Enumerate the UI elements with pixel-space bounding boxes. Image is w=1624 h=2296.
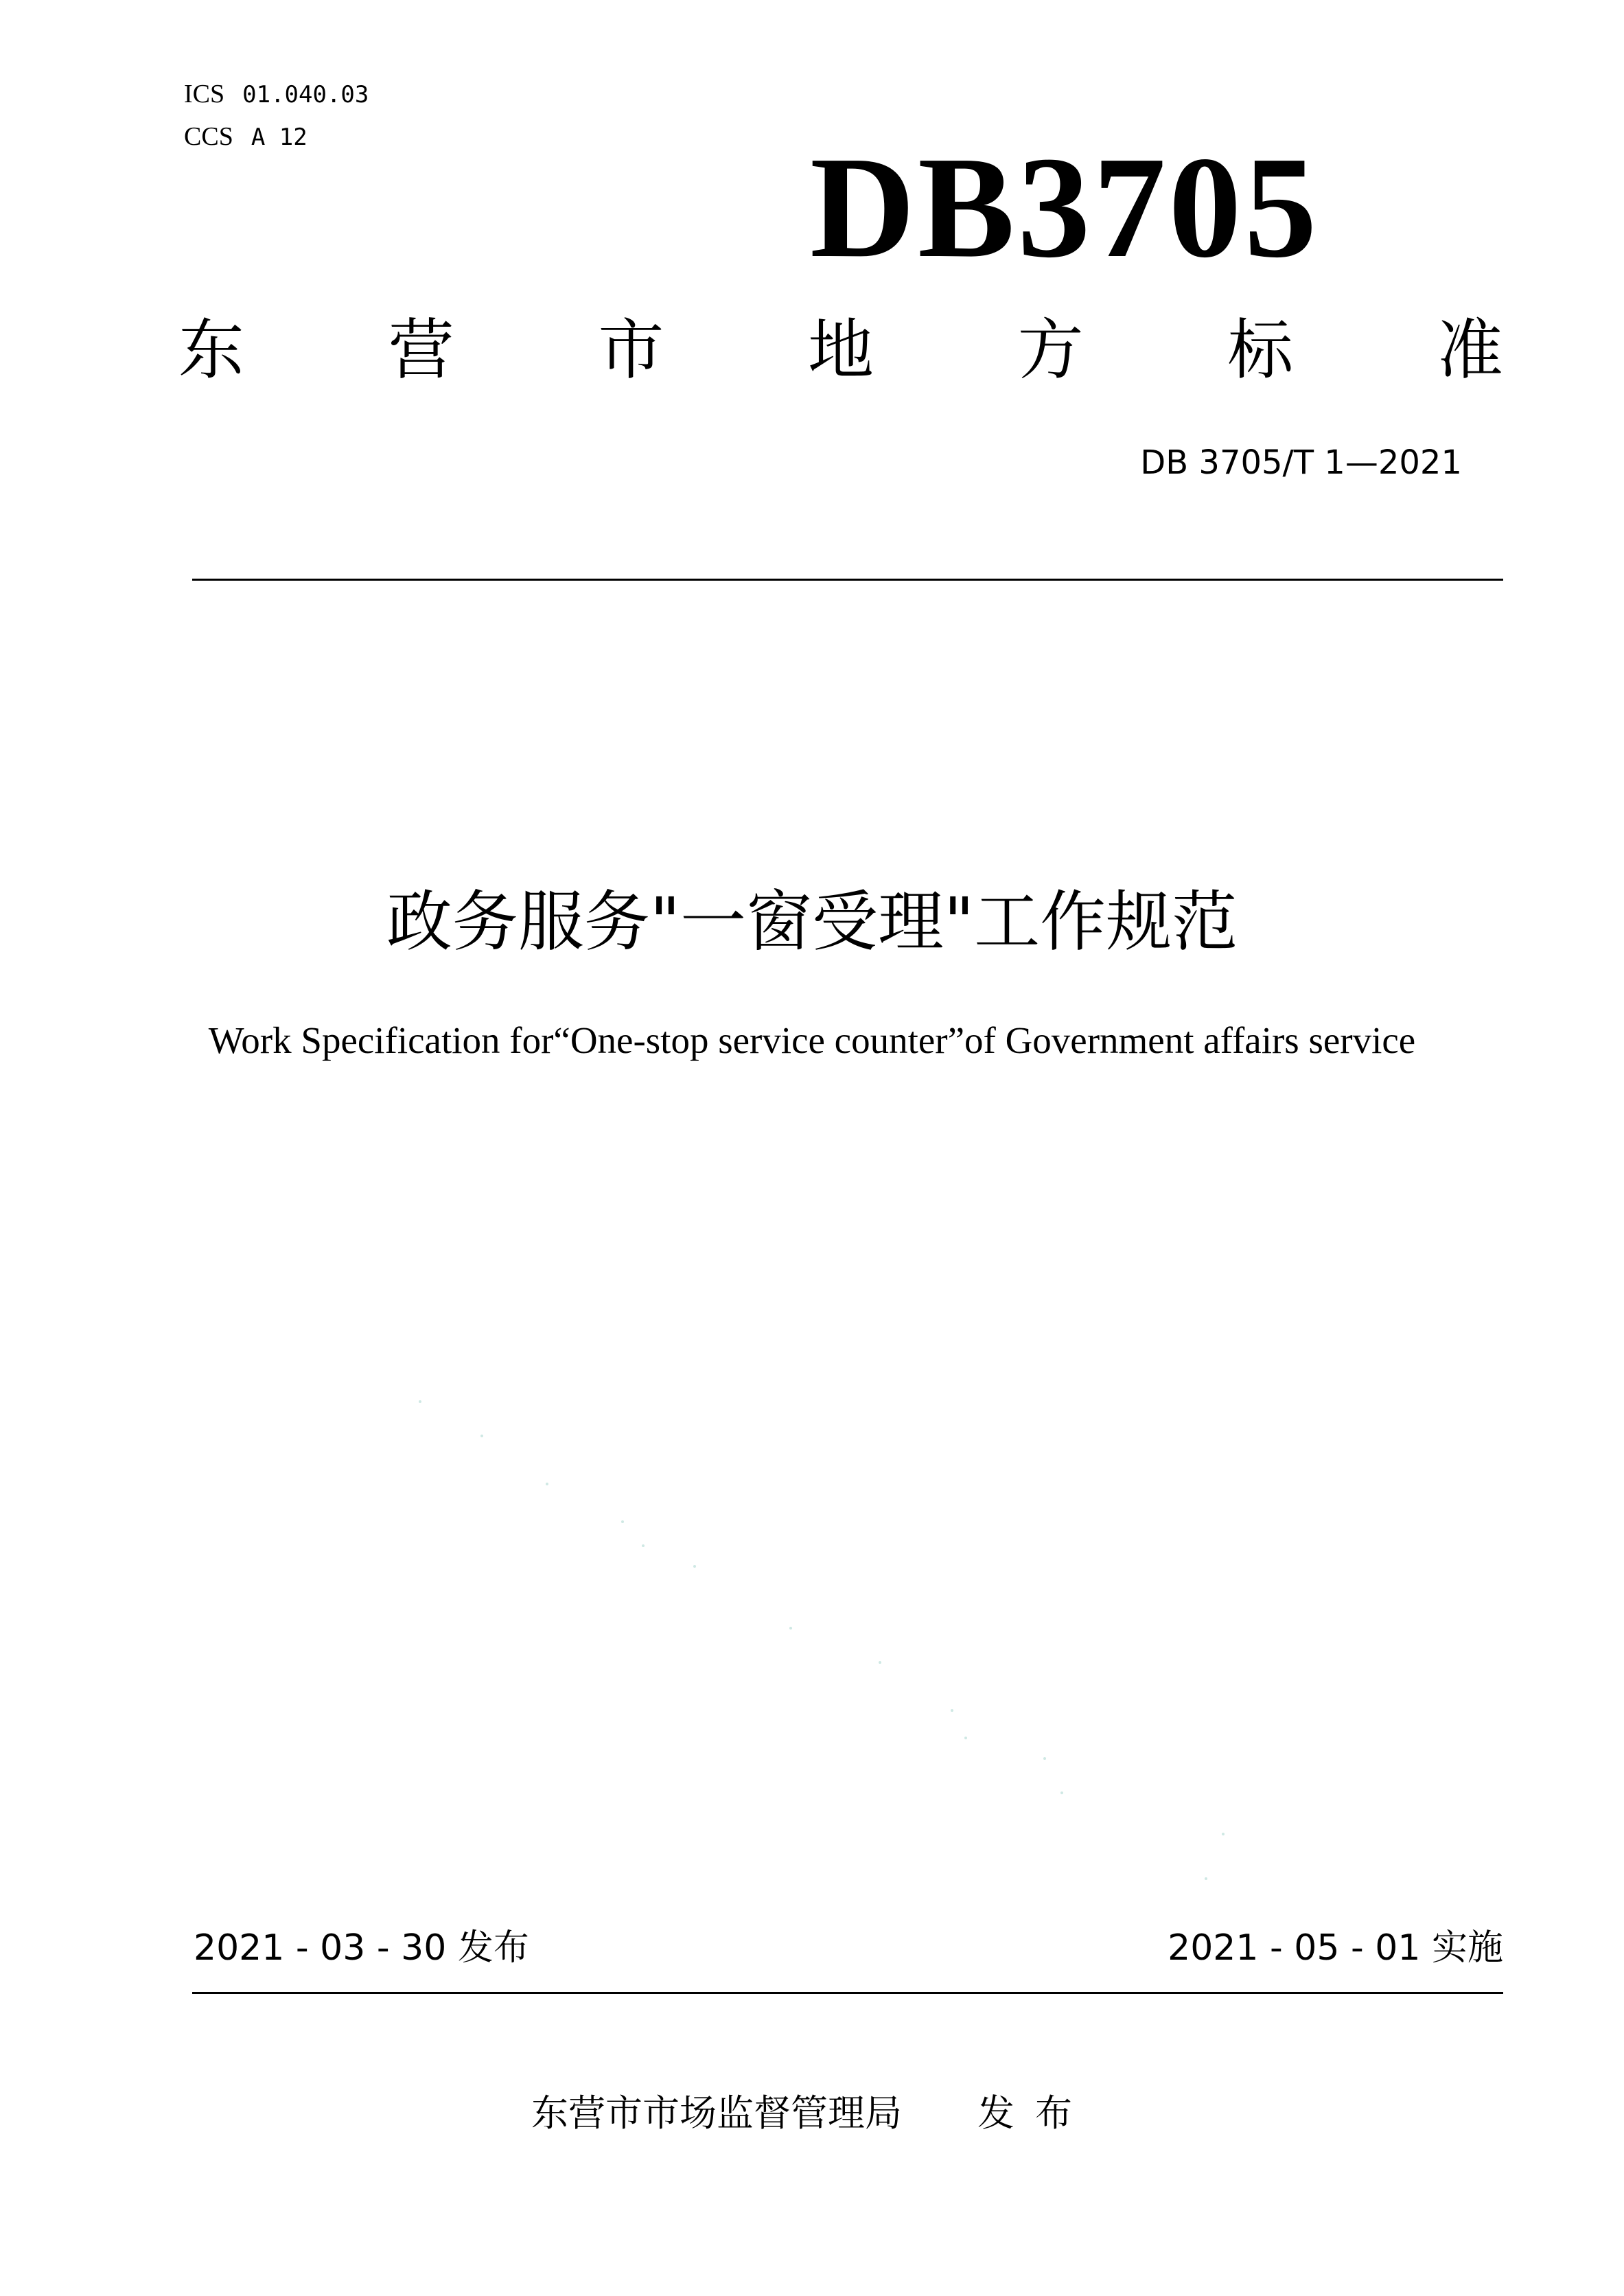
ics-label: ICS <box>184 80 225 108</box>
standard-type-char: 标 <box>1227 312 1294 389</box>
ics-value: 01.040.03 <box>242 81 369 108</box>
standard-type-heading <box>178 312 1503 389</box>
publisher-line <box>0 2091 1624 2135</box>
document-title-en: Work Specification for“One-stop service counter”of Government affairs service <box>208 1019 1416 1061</box>
standard-type-char: 营 <box>388 312 454 389</box>
ics-classification <box>184 81 369 107</box>
standard-type-char: 市 <box>598 312 664 389</box>
ccs-classification <box>184 124 308 150</box>
standard-code: DB 3705/T 1—2021 <box>1140 443 1462 482</box>
publisher-action: 发布 <box>977 2091 1093 2135</box>
effective-date: 2021 - 05 - 01 实施 <box>1168 1927 1503 1969</box>
standard-type-char: 方 <box>1017 312 1084 389</box>
footer-divider <box>192 1992 1503 1994</box>
publish-date: 2021 - 03 - 30 发布 <box>194 1927 529 1969</box>
standard-type-char: 东 <box>178 312 244 389</box>
standard-logo: DB3705 <box>810 126 1320 288</box>
standard-type-char: 准 <box>1437 312 1503 389</box>
ccs-value: A 12 <box>251 124 308 151</box>
publisher-name: 东营市市场监督管理局 <box>531 2091 902 2135</box>
document-title-zh: 政务服务"一窗受理"工作规范 <box>386 883 1238 960</box>
ccs-label: CCS <box>184 122 233 151</box>
standard-type-char: 地 <box>807 312 874 389</box>
header-divider <box>192 579 1503 581</box>
